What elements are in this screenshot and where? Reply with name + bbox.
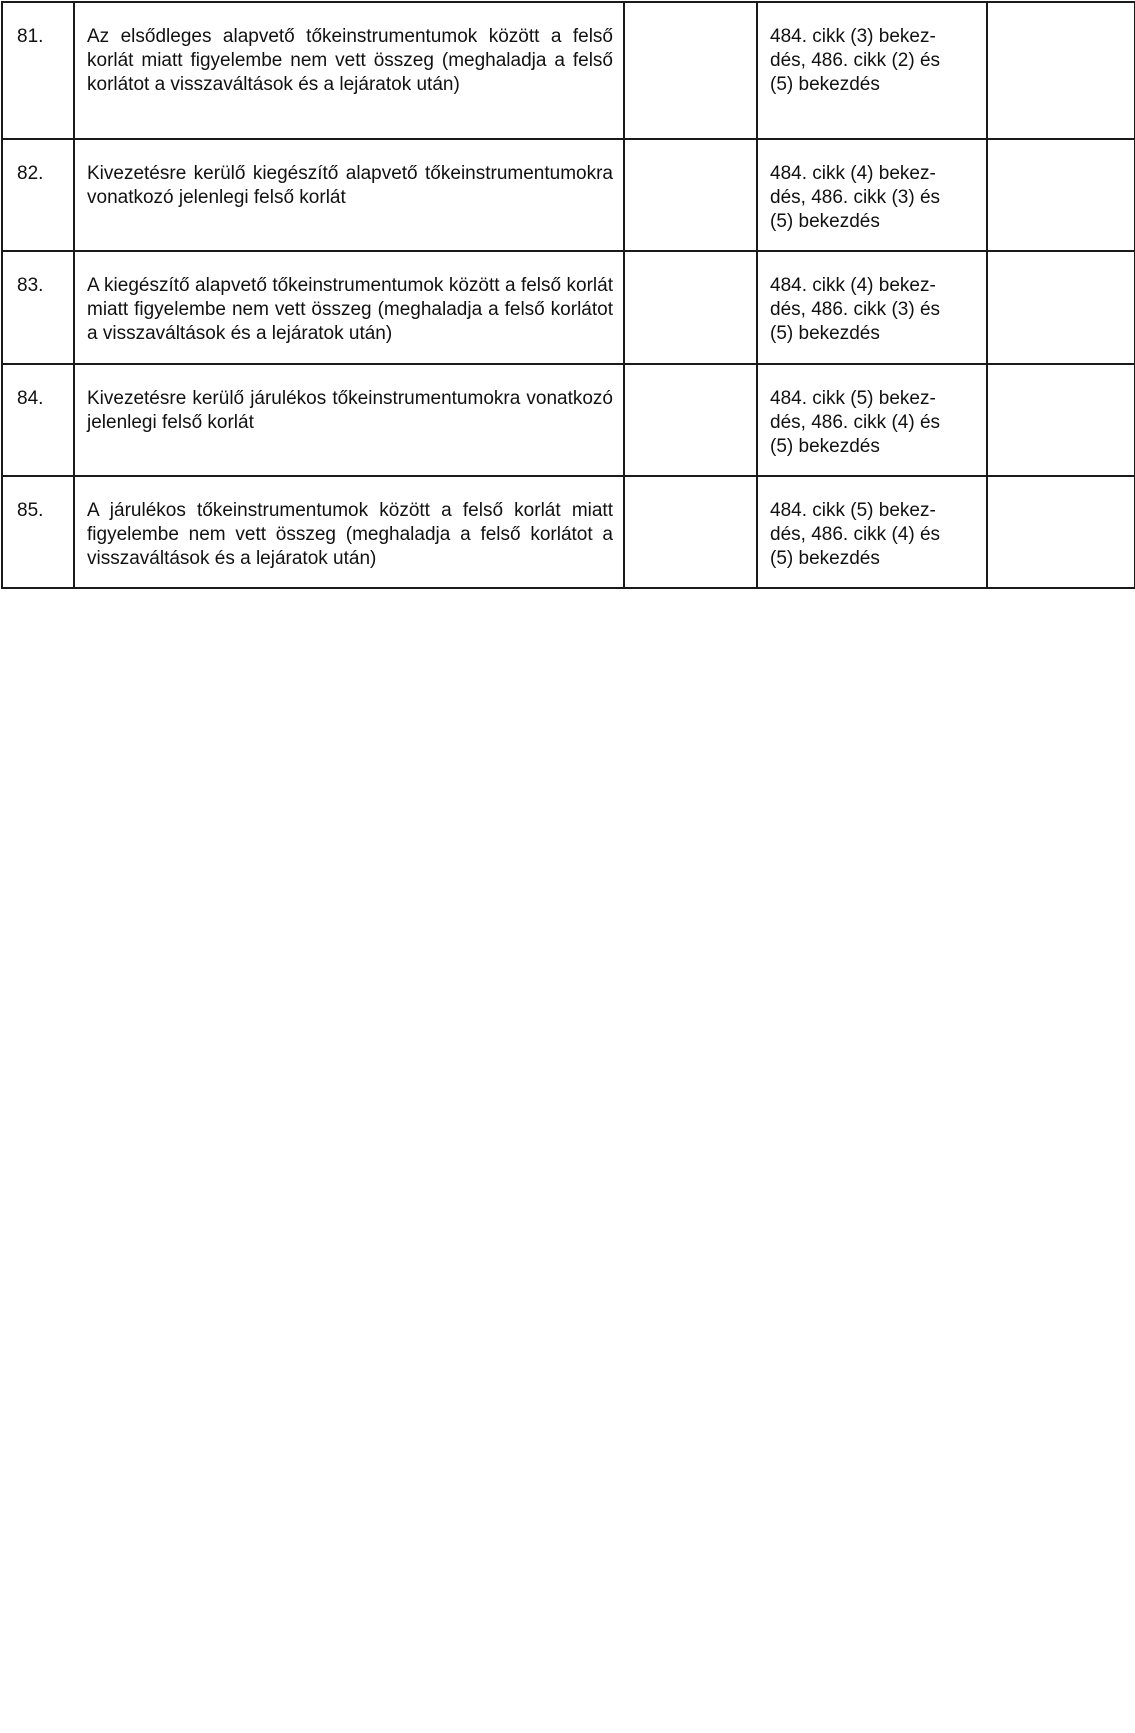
reference-line: (5) bekezdés — [770, 211, 880, 232]
empty-cell — [624, 139, 757, 251]
reference-line: (5) bekezdés — [770, 436, 880, 457]
row-reference — [757, 251, 987, 364]
table-row — [2, 476, 1135, 588]
table-row — [2, 139, 1135, 251]
row-description: A kiegészítő alapvető tőkeinstrumentumok között a felső korlát miatt figyelembe nem vett összeg (meghaladja a felső korlátot a visszaváltások és a lejáratok után) — [74, 251, 624, 364]
empty-cell — [624, 251, 757, 364]
reference-line: (5) bekezdés — [770, 323, 880, 344]
row-number: 83. — [2, 251, 74, 364]
regulation-table — [1, 1, 1135, 589]
empty-cell — [987, 251, 1135, 364]
empty-cell — [624, 364, 757, 476]
row-description: A járulékos tőkeinstrumentumok között a felső korlát miatt figyelembe nem vett összeg (meghaladja a felső korlátot a visszaváltások és a lejáratok után) — [74, 476, 624, 588]
empty-cell — [987, 139, 1135, 251]
row-number: 85. — [2, 476, 74, 588]
row-description: Az elsődleges alapvető tőkeinstrumentumok között a felső korlát miatt figyelembe nem vett összeg (meghaladja a felső korlátot a visszaváltások és a lejáratok után) — [74, 2, 624, 139]
empty-cell — [987, 476, 1135, 588]
reference-line: 484. cikk (3) bekez- — [770, 26, 936, 47]
empty-cell — [624, 476, 757, 588]
reference-line: dés, 486. cikk (3) és — [770, 299, 941, 320]
reference-line: 484. cikk (5) bekez- — [770, 500, 936, 521]
row-reference — [757, 2, 987, 139]
reference-line: (5) bekezdés — [770, 74, 880, 95]
reference-line: 484. cikk (4) bekez- — [770, 275, 936, 296]
row-reference — [757, 364, 987, 476]
reference-line: 484. cikk (4) bekez- — [770, 163, 936, 184]
row-number: 84. — [2, 364, 74, 476]
empty-cell — [987, 2, 1135, 139]
row-description: Kivezetésre kerülő kiegészítő alapvető tőkeinstrumentumokra vonatkozó jelenlegi felső korlát — [74, 139, 624, 251]
row-number: 82. — [2, 139, 74, 251]
empty-cell — [987, 364, 1135, 476]
table-row — [2, 364, 1135, 476]
empty-cell — [624, 2, 757, 139]
row-description: Kivezetésre kerülő járulékos tőkeinstrumentumokra vonatkozó jelenlegi felső korlát — [74, 364, 624, 476]
row-number: 81. — [2, 2, 74, 139]
row-reference — [757, 476, 987, 588]
reference-line: dés, 486. cikk (3) és — [770, 187, 941, 208]
reference-line: dés, 486. cikk (2) és — [770, 50, 941, 71]
row-reference — [757, 139, 987, 251]
reference-line: (5) bekezdés — [770, 548, 880, 569]
table-row — [2, 251, 1135, 364]
table-row — [2, 2, 1135, 139]
reference-line: 484. cikk (5) bekez- — [770, 388, 936, 409]
reference-line: dés, 486. cikk (4) és — [770, 412, 941, 433]
reference-line: dés, 486. cikk (4) és — [770, 524, 941, 545]
